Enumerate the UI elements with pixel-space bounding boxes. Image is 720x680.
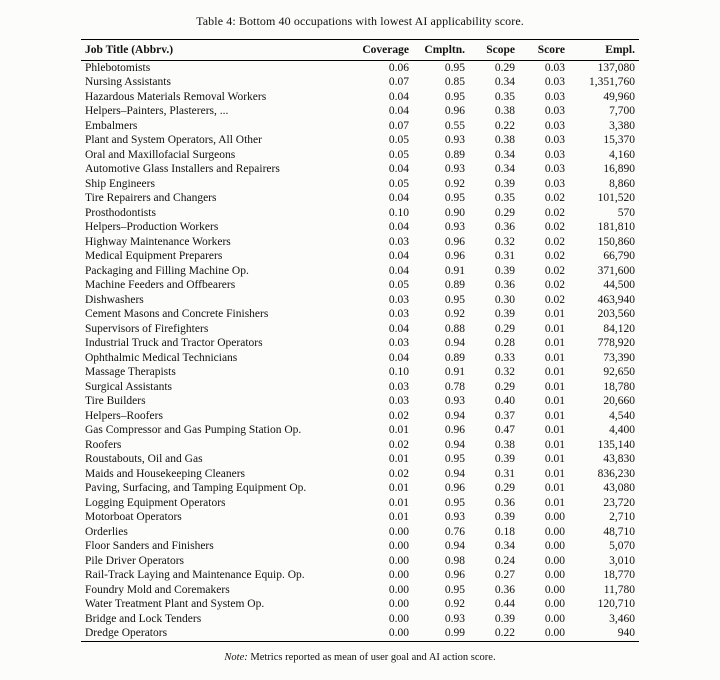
value-cell: 5,070 [609,540,635,553]
value-cell: 0.00 [544,612,565,625]
value-cell: 0.00 [544,511,565,524]
value-cell: 0.95 [444,90,465,103]
value-cell: 0.29 [494,482,515,495]
value-cell: 0.31 [494,467,515,480]
value-cell: 0.00 [388,525,409,538]
value-cell: 0.32 [494,366,515,379]
value-cell: 0.76 [444,525,465,538]
value-cell: 0.03 [388,395,409,408]
value-cell: 0.03 [544,105,565,118]
value-cell: 371,600 [597,264,635,277]
value-cell: 0.04 [388,250,409,263]
value-cell: 3,380 [609,119,635,132]
value-cell: 0.88 [444,322,465,335]
value-cell: 0.94 [444,438,465,451]
occupations-table [81,39,639,642]
value-cell: 18,770 [603,569,635,582]
table-body [81,61,639,642]
value-cell: 0.03 [388,308,409,321]
value-cell: 0.39 [494,453,515,466]
job-title-cell: Pile Driver Operators [85,554,184,567]
value-cell: 0.02 [388,438,409,451]
table-caption: Table 4: Bottom 40 occupations with lowest AI applicability score. [196,14,524,28]
value-cell: 0.38 [494,438,515,451]
job-title-cell: Helpers–Production Workers [85,221,219,234]
value-cell: 0.40 [494,395,515,408]
job-title-cell: Rail-Track Laying and Maintenance Equip. Op. [85,569,305,582]
value-cell: 0.00 [388,540,409,553]
value-cell: 0.01 [544,395,565,408]
table-row [81,279,639,294]
value-cell: 0.39 [494,264,515,277]
job-title-cell: Maids and Housekeeping Cleaners [85,467,246,480]
table-row [81,482,639,497]
job-title-cell: Industrial Truck and Tractor Operators [85,337,263,350]
value-cell: 4,160 [609,148,635,161]
job-title-cell: Bridge and Lock Tenders [85,612,202,625]
value-cell: 0.03 [544,90,565,103]
value-cell: 0.96 [444,250,465,263]
job-title-cell: Prosthodontists [85,206,156,219]
table-note [224,652,495,663]
value-cell: 0.91 [444,264,465,277]
value-cell: 0.34 [494,540,515,553]
value-cell: 0.34 [494,76,515,89]
value-cell: 0.96 [444,235,465,248]
value-cell: 8,860 [609,177,635,190]
header-row [81,40,639,61]
column-header: Cmpltn. [413,40,469,61]
table-row [81,424,639,439]
value-cell: 0.01 [544,322,565,335]
job-title-cell: Automotive Glass Installers and Repairers [85,163,280,176]
value-cell: 0.33 [494,351,515,364]
value-cell: 0.04 [388,221,409,234]
value-cell: 0.00 [388,612,409,625]
value-cell: 0.04 [388,192,409,205]
table-row [81,496,639,511]
value-cell: 0.92 [444,308,465,321]
value-cell: 0.91 [444,366,465,379]
job-title-cell: Dishwashers [85,293,144,306]
value-cell: 0.03 [544,119,565,132]
value-cell: 150,860 [597,235,635,248]
value-cell: 0.02 [544,250,565,263]
table-row [81,235,639,250]
value-cell: 0.02 [388,467,409,480]
table-row [81,119,639,134]
table-row [81,221,639,236]
value-cell: 49,960 [603,90,635,103]
value-cell: 101,520 [597,192,635,205]
table-row [81,598,639,613]
value-cell: 0.36 [494,583,515,596]
value-cell: 0.96 [444,105,465,118]
value-cell: 0.10 [388,366,409,379]
table-row [81,192,639,207]
job-title-cell: Floor Sanders and Finishers [85,540,214,553]
value-cell: 48,710 [603,525,635,538]
table-row [81,554,639,569]
job-title-cell: Plant and System Operators, All Other [85,134,262,147]
value-cell: 0.04 [388,105,409,118]
value-cell: 0.01 [544,467,565,480]
value-cell: 0.36 [494,221,515,234]
note-label: Note: [224,652,248,663]
value-cell: 0.04 [388,322,409,335]
value-cell: 0.34 [494,148,515,161]
value-cell: 0.94 [444,467,465,480]
value-cell: 0.03 [388,337,409,350]
value-cell: 0.01 [544,453,565,466]
job-title-cell: Motorboat Operators [85,511,182,524]
value-cell: 0.93 [444,612,465,625]
value-cell: 120,710 [597,598,635,611]
value-cell: 0.22 [494,627,515,640]
table-row [81,206,639,221]
job-title-cell: Massage Therapists [85,366,176,379]
column-header: Coverage [343,40,413,61]
value-cell: 137,080 [597,61,635,74]
value-cell: 0.05 [388,177,409,190]
value-cell: 43,080 [603,482,635,495]
job-title-cell: Roofers [85,438,122,451]
value-cell: 0.31 [494,250,515,263]
value-cell: 0.05 [388,134,409,147]
value-cell: 0.55 [444,119,465,132]
value-cell: 0.00 [544,525,565,538]
table-row [81,322,639,337]
value-cell: 836,230 [597,467,635,480]
value-cell: 0.04 [388,163,409,176]
job-title-cell: Paving, Surfacing, and Tamping Equipment Op. [85,482,307,495]
value-cell: 0.27 [494,569,515,582]
job-title-cell: Tire Repairers and Changers [85,192,217,205]
value-cell: 0.00 [388,554,409,567]
value-cell: 0.00 [388,627,409,640]
value-cell: 135,140 [597,438,635,451]
value-cell: 0.00 [544,598,565,611]
value-cell: 0.06 [388,61,409,74]
value-cell: 0.93 [444,134,465,147]
value-cell: 18,780 [603,380,635,393]
value-cell: 0.38 [494,105,515,118]
value-cell: 0.92 [444,177,465,190]
job-title-cell: Highway Maintenance Workers [85,235,231,248]
value-cell: 0.95 [444,293,465,306]
value-cell: 0.98 [444,554,465,567]
value-cell: 0.02 [544,221,565,234]
table-row [81,163,639,178]
value-cell: 73,390 [603,351,635,364]
table-row [81,90,639,105]
job-title-cell: Machine Feeders and Offbearers [85,279,236,292]
value-cell: 0.01 [388,511,409,524]
job-title-cell: Phlebotomists [85,61,151,74]
value-cell: 0.78 [444,380,465,393]
table-row [81,264,639,279]
value-cell: 203,560 [597,308,635,321]
value-cell: 181,810 [597,221,635,234]
table-row [81,148,639,163]
job-title-cell: Oral and Maxillofacial Surgeons [85,148,236,161]
value-cell: 0.04 [388,90,409,103]
column-header: Empl. [569,40,639,61]
table-row [81,438,639,453]
table-row [81,61,639,76]
value-cell: 0.01 [388,496,409,509]
table-row [81,177,639,192]
job-title-cell: Hazardous Materials Removal Workers [85,90,267,103]
value-cell: 0.05 [388,148,409,161]
value-cell: 0.03 [388,293,409,306]
value-cell: 0.24 [494,554,515,567]
value-cell: 0.02 [544,206,565,219]
note-text: Metrics reported as mean of user goal and AI action score. [247,652,496,663]
value-cell: 1,351,760 [589,76,635,89]
value-cell: 0.18 [494,525,515,538]
job-title-cell: Ship Engineers [85,177,155,190]
value-cell: 0.07 [388,76,409,89]
value-cell: 0.37 [494,409,515,422]
value-cell: 0.95 [444,583,465,596]
table-row [81,351,639,366]
value-cell: 0.90 [444,206,465,219]
value-cell: 0.03 [544,61,565,74]
value-cell: 11,780 [603,583,635,596]
value-cell: 0.34 [494,163,515,176]
value-cell: 0.07 [388,119,409,132]
value-cell: 0.93 [444,511,465,524]
value-cell: 0.39 [494,511,515,524]
value-cell: 0.36 [494,279,515,292]
value-cell: 0.35 [494,192,515,205]
value-cell: 0.04 [388,264,409,277]
table-row [81,250,639,265]
value-cell: 4,400 [609,424,635,437]
table-row [81,583,639,598]
value-cell: 0.29 [494,206,515,219]
value-cell: 0.93 [444,163,465,176]
value-cell: 0.00 [388,569,409,582]
value-cell: 0.22 [494,119,515,132]
value-cell: 0.39 [494,177,515,190]
value-cell: 0.00 [544,569,565,582]
table-row [81,525,639,540]
column-header: Score [519,40,569,61]
job-title-cell: Helpers–Painters, Plasterers, ... [85,105,229,118]
value-cell: 0.01 [544,496,565,509]
table-row [81,627,639,642]
value-cell: 0.30 [494,293,515,306]
value-cell: 0.03 [544,148,565,161]
value-cell: 0.01 [544,438,565,451]
value-cell: 940 [617,627,635,640]
value-cell: 0.39 [494,308,515,321]
value-cell: 0.89 [444,351,465,364]
job-title-cell: Water Treatment Plant and System Op. [85,598,265,611]
value-cell: 0.02 [388,409,409,422]
value-cell: 0.38 [494,134,515,147]
value-cell: 0.01 [544,482,565,495]
value-cell: 0.00 [544,540,565,553]
value-cell: 0.35 [494,90,515,103]
table-row [81,467,639,482]
value-cell: 16,890 [603,163,635,176]
table-row [81,337,639,352]
job-title-cell: Orderlies [85,525,128,538]
value-cell: 0.00 [544,554,565,567]
value-cell: 0.01 [388,482,409,495]
job-title-cell: Roustabouts, Oil and Gas [85,453,203,466]
value-cell: 7,700 [609,105,635,118]
table-row [81,511,639,526]
value-cell: 0.96 [444,482,465,495]
table-row [81,308,639,323]
table-row [81,612,639,627]
job-title-cell: Nursing Assistants [85,76,171,89]
value-cell: 0.01 [544,424,565,437]
job-title-cell: Embalmers [85,119,138,132]
value-cell: 0.99 [444,627,465,640]
value-cell: 0.03 [544,177,565,190]
value-cell: 0.00 [544,627,565,640]
table-row [81,540,639,555]
value-cell: 0.05 [388,279,409,292]
value-cell: 20,660 [603,395,635,408]
value-cell: 0.92 [444,598,465,611]
table-row [81,453,639,468]
column-header: Scope [469,40,519,61]
job-title-cell: Gas Compressor and Gas Pumping Station Op. [85,424,302,437]
value-cell: 0.03 [388,235,409,248]
value-cell: 0.00 [388,598,409,611]
value-cell: 0.89 [444,279,465,292]
value-cell: 84,120 [603,322,635,335]
value-cell: 3,010 [609,554,635,567]
value-cell: 0.47 [494,424,515,437]
value-cell: 92,650 [603,366,635,379]
value-cell: 2,710 [609,511,635,524]
table-row [81,380,639,395]
value-cell: 0.85 [444,76,465,89]
value-cell: 0.93 [444,221,465,234]
job-title-cell: Foundry Mold and Coremakers [85,583,230,596]
value-cell: 66,790 [603,250,635,263]
value-cell: 43,830 [603,453,635,466]
value-cell: 0.28 [494,337,515,350]
job-title-cell: Supervisors of Firefighters [85,322,209,335]
value-cell: 778,920 [597,337,635,350]
value-cell: 570 [617,206,635,219]
value-cell: 0.01 [544,380,565,393]
table-row [81,76,639,91]
value-cell: 0.01 [544,351,565,364]
job-title-cell: Tire Builders [85,395,146,408]
value-cell: 23,720 [603,496,635,509]
value-cell: 0.02 [544,293,565,306]
value-cell: 0.03 [544,134,565,147]
column-header: Job Title (Abbrv.) [81,40,343,61]
value-cell: 0.36 [494,496,515,509]
value-cell: 0.93 [444,395,465,408]
value-cell: 0.01 [544,337,565,350]
value-cell: 15,370 [603,134,635,147]
value-cell: 0.04 [388,351,409,364]
value-cell: 463,940 [597,293,635,306]
value-cell: 0.29 [494,322,515,335]
value-cell: 0.03 [388,380,409,393]
table-row [81,395,639,410]
value-cell: 0.01 [544,308,565,321]
table-row [81,366,639,381]
value-cell: 4,540 [609,409,635,422]
value-cell: 0.95 [444,61,465,74]
job-title-cell: Cement Masons and Concrete Finishers [85,308,269,321]
value-cell: 0.02 [544,192,565,205]
value-cell: 0.95 [444,453,465,466]
value-cell: 0.32 [494,235,515,248]
value-cell: 3,460 [609,612,635,625]
value-cell: 0.00 [388,583,409,596]
value-cell: 0.03 [544,163,565,176]
table-row [81,409,639,424]
job-title-cell: Ophthalmic Medical Technicians [85,351,238,364]
table-row [81,105,639,120]
value-cell: 0.10 [388,206,409,219]
value-cell: 0.03 [544,76,565,89]
value-cell: 0.01 [544,366,565,379]
value-cell: 0.02 [544,264,565,277]
value-cell: 0.02 [544,279,565,292]
job-title-cell: Logging Equipment Operators [85,496,226,509]
value-cell: 0.00 [544,583,565,596]
value-cell: 0.95 [444,496,465,509]
value-cell: 0.44 [494,598,515,611]
value-cell: 0.94 [444,540,465,553]
value-cell: 0.29 [494,380,515,393]
value-cell: 0.94 [444,337,465,350]
value-cell: 44,500 [603,279,635,292]
value-cell: 0.01 [388,453,409,466]
table-row [81,293,639,308]
value-cell: 0.01 [544,409,565,422]
job-title-cell: Helpers–Roofers [85,409,163,422]
value-cell: 0.96 [444,569,465,582]
job-title-cell: Dredge Operators [85,627,168,640]
value-cell: 0.94 [444,409,465,422]
value-cell: 0.01 [388,424,409,437]
table-row [81,569,639,584]
value-cell: 0.96 [444,424,465,437]
value-cell: 0.29 [494,61,515,74]
value-cell: 0.89 [444,148,465,161]
table-row [81,134,639,149]
value-cell: 0.39 [494,612,515,625]
job-title-cell: Surgical Assistants [85,380,173,393]
value-cell: 0.02 [544,235,565,248]
value-cell: 0.95 [444,192,465,205]
job-title-cell: Packaging and Filling Machine Op. [85,264,249,277]
job-title-cell: Medical Equipment Preparers [85,250,223,263]
